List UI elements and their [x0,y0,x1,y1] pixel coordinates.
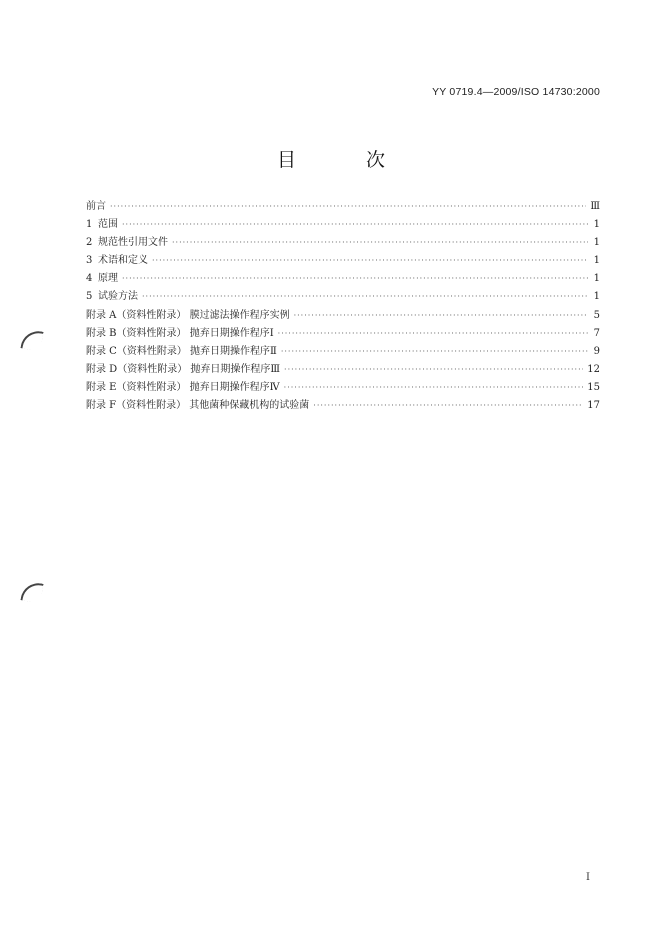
dot-leader [313,397,583,415]
toc-entry-page: 1 [593,219,600,231]
page-number: Ⅰ [586,872,590,883]
punch-hole-mark [20,328,43,351]
toc-entry-page: 7 [593,327,600,339]
toc-entry-label: 附录 A（资料性附录） 膜过滤法操作程序实例 [86,309,290,321]
toc-entry-page: 1 [593,255,600,267]
toc-entry-label: 术语和定义 [98,255,148,267]
toc-entry-principle[interactable] [86,270,600,288]
toc-entry-page: 5 [593,309,600,321]
toc-entry-page: 15 [587,381,600,393]
page-title: 目 次 [276,149,418,171]
dot-leader [172,234,588,252]
toc-entry-annex-e[interactable] [86,379,600,397]
dot-leader [284,379,584,397]
toc-entry-page: 17 [587,400,600,412]
dot-leader [294,307,588,325]
toc-entry-annex-c[interactable] [86,343,600,361]
table-of-contents [86,198,600,415]
toc-entry-label: 规范性引用文件 [98,237,168,249]
toc-entry-terms[interactable] [86,252,600,270]
dot-leader [281,343,588,361]
toc-entry-label: 试验方法 [98,291,138,303]
dot-leader [142,288,588,306]
toc-entry-normative-references[interactable] [86,234,600,252]
toc-entry-number: 2 [86,237,93,249]
toc-entry-test-methods[interactable] [86,288,600,306]
toc-entry-label: 附录 F（资料性附录） 其他菌种保藏机构的试验菌 [86,400,310,412]
toc-entry-page: 12 [587,363,600,375]
dot-leader [110,198,586,216]
toc-entry-scope[interactable] [86,216,600,234]
toc-entry-page: 1 [593,291,600,303]
toc-entry-label: 前言 [86,201,106,212]
toc-entry-label: 附录 B（资料性附录） 抛弃日期操作程序Ⅰ [86,327,274,339]
toc-entry-number: 1 [86,219,93,231]
dot-leader [284,361,583,379]
toc-entry-annex-f[interactable] [86,397,600,415]
toc-entry-page: 1 [593,273,600,285]
toc-entry-label: 原理 [98,273,118,285]
toc-entry-label: 附录 D（资料性附录） 抛弃日期操作程序Ⅲ [86,363,281,375]
toc-entry-number: 3 [86,255,93,267]
dot-leader [122,216,588,234]
toc-entry-page: 9 [593,345,600,357]
toc-entry-label: 附录 C（资料性附录） 抛弃日期操作程序Ⅱ [86,345,277,357]
toc-entry-number: 4 [86,273,93,285]
punch-hole-mark [20,580,43,603]
standard-code: YY 0719.4—2009/ISO 14730:2000 [432,86,600,98]
dot-leader [152,252,588,270]
dot-leader [122,270,588,288]
toc-entry-label: 附录 E（资料性附录） 抛弃日期操作程序Ⅳ [86,381,280,393]
toc-entry-annex-a[interactable] [86,307,600,325]
toc-entry-foreword[interactable] [86,198,600,216]
toc-entry-number: 5 [86,291,93,303]
toc-entry-annex-b[interactable] [86,325,600,343]
toc-entry-page: 1 [593,237,600,249]
toc-entry-page: Ⅲ [590,201,600,212]
dot-leader [278,325,588,343]
toc-entry-label: 范围 [98,219,118,231]
toc-entry-annex-d[interactable] [86,361,600,379]
